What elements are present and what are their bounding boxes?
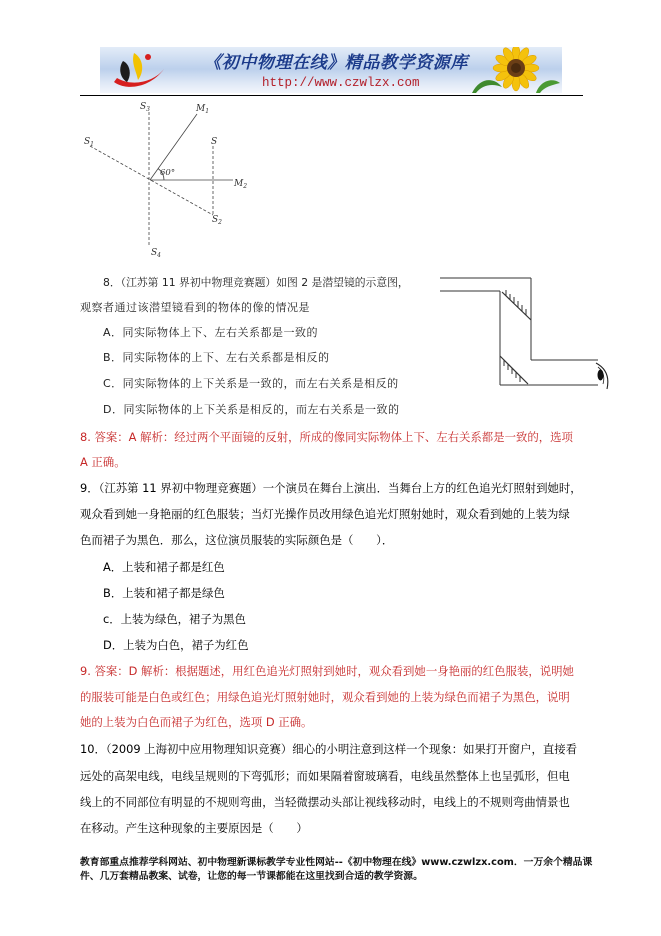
footer-line: 件、几万套精品教案、试卷，让您的每一节课都能在这里找到合适的教学资源。: [80, 871, 423, 882]
question-8-option-c: C．同实际物体的上下关系是一致的，而左右关系是相反的: [103, 377, 399, 390]
label-angle: 60°: [160, 168, 176, 178]
dashed-s1-s2-line: [90, 146, 213, 215]
answer-9-line: 的服装可能是白色或红色；用绿色追光灯照射她时，观众看到她的上装为绿色而裙子为黑色，说明: [80, 690, 570, 704]
question-9-option-a: A．上装和裙子都是红色: [103, 560, 225, 574]
answer-8-line: 8. 答案：A 解析：经过两个平面镜的反射，所成的像同实际物体上下、左右关系都是一致的，选项: [80, 430, 573, 444]
answer-9-line: 她的上装为白色而裙子为红色，选项 D 正确。: [80, 715, 313, 729]
question-9-option-d: D．上装为白色，裙子为红色: [103, 638, 249, 652]
question-9-option-c: c．上装为绿色，裙子为黑色: [103, 612, 246, 626]
mirror-icon: [502, 290, 531, 320]
periscope-figure: [436, 270, 616, 395]
question-10-line: 线上的不同部位有明显的不规则弯曲，当轻微摆动头部让视线移动时，电线上的不规则弯曲情景也: [80, 795, 570, 809]
mirror-icon: [500, 356, 528, 384]
answer-8-line: A 正确。: [80, 455, 126, 469]
question-9-line: 色而裙子为黑色．那么，这位演员服装的实际颜色是（ ）．: [80, 533, 394, 547]
footer-line: 教育部重点推荐学科网站、初中物理新课标教学专业性网站--《初中物理在线》www.czwlzx.com．一万余个精品课: [80, 857, 593, 868]
header-banner: [100, 47, 562, 93]
label-m1: $M_1$: [196, 104, 210, 115]
question-10-line: 在移动。产生这种现象的主要原因是（ ）: [80, 821, 308, 835]
question-8-option-b: B．同实际物体的上下、左右关系都是相反的: [103, 351, 330, 364]
label-s4: $S_4$: [151, 248, 161, 259]
question-8-line: 8．（江苏第 11 界初中物理竞赛题）如图 2 是潜望镜的示意图，: [103, 276, 409, 289]
banner-url: http://www.czwlzx.com: [262, 76, 420, 90]
header-rule: [80, 95, 583, 96]
question-8-option-d: D．同实际物体的上下关系是相反的，而左右关系是一致的: [103, 403, 400, 416]
question-9-line: 9．（江苏第 11 界初中物理竞赛题）一个演员在舞台上演出．当舞台上方的红色追光灯照射到她时，: [80, 481, 582, 495]
question-9-line: 观众看到她一身艳丽的红色服装；当灯光操作员改用绿色追光灯照射她时，观众看到她的上装为绿: [80, 507, 570, 521]
question-8-option-a: A．同实际物体上下、左右关系都是一致的: [103, 326, 319, 339]
label-s2: $S_2$: [212, 215, 222, 226]
question-9-option-b: B．上装和裙子都是绿色: [103, 586, 225, 600]
banner-title: 《初中物理在线》精品教学资源库: [204, 53, 468, 73]
question-10-line: 远处的高架电线，电线呈规则的下弯弧形；而如果隔着窗玻璃看，电线虽然整体上也呈弧形，但电: [80, 769, 570, 783]
label-s3: $S_3$: [140, 102, 150, 113]
sunflower-icon: [466, 47, 562, 93]
mirror-reflection-figure: [80, 98, 260, 263]
logo-icon: [108, 49, 170, 91]
label-s1: $S_1$: [84, 137, 94, 148]
question-8-line: 观察者通过该潜望镜看到的物体的像的情况是: [80, 301, 310, 314]
label-m2: $M_2$: [234, 179, 248, 190]
question-10-line: 10．（2009 上海初中应用物理知识竞赛）细心的小明注意到这样一个现象：如果打开窗户，直接看: [80, 742, 578, 756]
answer-9-line: 9. 答案：D 解析：根据题述，用红色追光灯照射到她时，观众看到她一身艳丽的红色服装，说明她: [80, 664, 574, 678]
label-s: S: [211, 137, 218, 147]
